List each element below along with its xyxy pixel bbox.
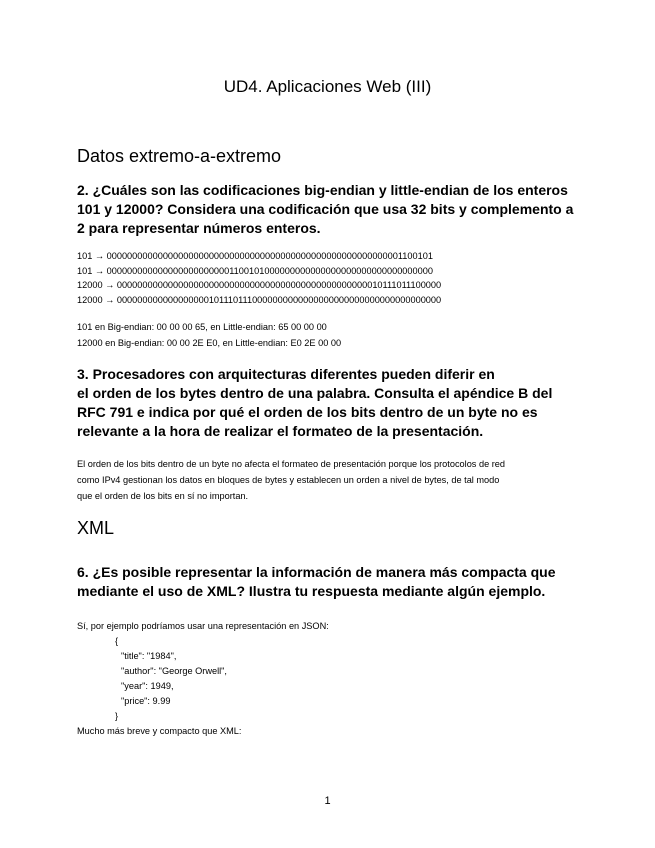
question-3-line: el orden de los bytes dentro de una palabra. Consulta el apéndice B del xyxy=(77,385,553,401)
question-3-line: 3. Procesadores con arquitecturas diferentes pueden diferir en xyxy=(77,366,495,382)
answer-6 xyxy=(77,619,329,739)
question-2-line: 2. ¿Cuáles son las codificaciones big-endian y little-endian de los enteros xyxy=(77,182,568,198)
question-6-line: mediante el uso de XML? Ilustra tu respuesta mediante algún ejemplo. xyxy=(77,583,546,599)
document-title: UD4. Aplicaciones Web (III) xyxy=(223,77,432,96)
json-open-brace: { xyxy=(115,636,119,646)
json-field: "year": 1949, xyxy=(121,681,174,691)
answer-3-line: que el orden de los bits en sí no importan. xyxy=(77,491,249,501)
answer-6-intro: Sí, por ejemplo podríamos usar una representación en JSON: xyxy=(77,621,329,631)
hex-encodings xyxy=(77,319,341,351)
question-6 xyxy=(77,563,577,601)
answer-6-outro: Mucho más breve y compacto que XML: xyxy=(77,726,242,736)
hex-line: 12000 en Big-endian: 00 00 2E E0, en Little-endian: E0 2E 00 00 xyxy=(77,338,342,348)
question-3-line: RFC 791 e indica por qué el orden de los bits dentro de un byte no es xyxy=(77,404,538,420)
answer-3-line: como IPv4 gestionan los datos en bloques de bytes y establecen un orden a nivel de bytes, de tal modo xyxy=(77,475,500,485)
json-close-brace: } xyxy=(115,711,119,721)
json-field: "author": "George Orwell", xyxy=(121,666,227,676)
json-field: "price": 9.99 xyxy=(121,696,171,706)
section-heading-datos: Datos extremo-a-extremo xyxy=(77,146,282,166)
binary-line: 101 → 0000000000000000000000000000000000000000000000000000000001100101 xyxy=(77,251,433,261)
page-number: 1 xyxy=(324,795,331,807)
question-3-line: relevante a la hora de realizar el formateo de la presentación. xyxy=(77,423,484,439)
question-2-line: 2 para representar números enteros. xyxy=(77,220,321,236)
section-heading-xml: XML xyxy=(77,518,115,538)
binary-line: 101 → 0000000000000000000000001100101000000000000000000000000000000000 xyxy=(77,265,433,276)
question-6-line: 6. ¿Es posible representar la información de manera más compacta que xyxy=(77,564,556,580)
question-2 xyxy=(77,181,577,238)
json-field: "title": "1984", xyxy=(121,651,177,661)
answer-3-line: El orden de los bits dentro de un byte no afecta el formateo de presentación porque los protocolos de red xyxy=(77,459,506,469)
binary-line: 12000 → 0000000000000000001011101110000000000000000000000000000000000000 xyxy=(77,294,442,305)
binary-line: 12000 → 0000000000000000000000000000000000000000000000000010111011100000 xyxy=(77,280,442,290)
question-3 xyxy=(77,365,577,441)
binary-encodings xyxy=(77,249,441,307)
question-2-line: 101 y 12000? Considera una codificación que usa 32 bits y complemento a xyxy=(77,201,574,217)
hex-line: 101 en Big-endian: 00 00 00 65, en Little-endian: 65 00 00 00 xyxy=(77,322,327,332)
answer-3 xyxy=(77,456,505,504)
